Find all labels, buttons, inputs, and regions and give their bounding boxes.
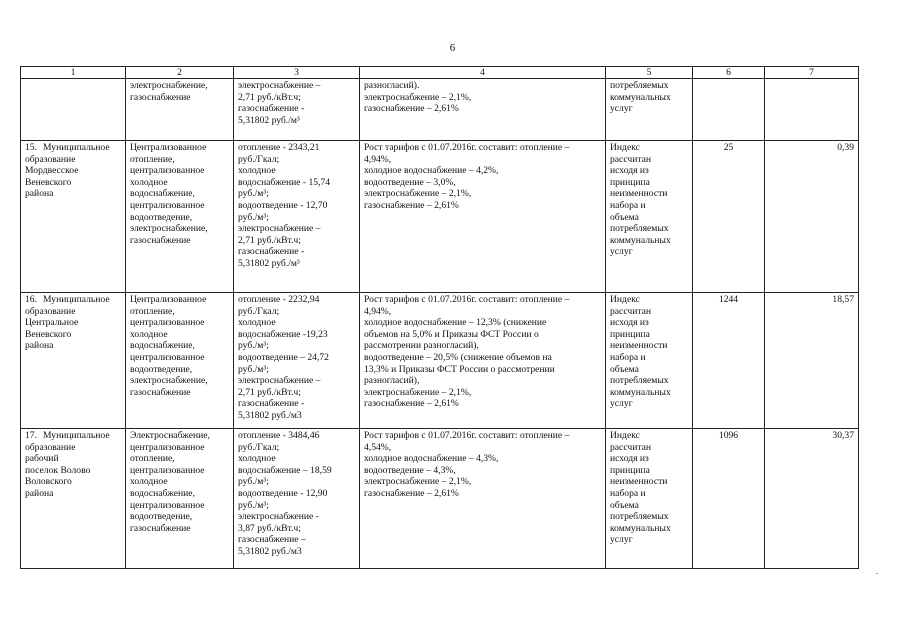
municipality-name: Муниципальное образование Центральное Веневского района xyxy=(25,294,110,352)
column-number: 5 xyxy=(606,67,693,79)
growth-cell: Рост тарифов с 01.07.2016г. составит: отопление – 4,54%, холодное водоснабжение – 4,3%, водоотведение – 4,3%, электроснабжение – 2,1%, газоснабжение – 2,61% xyxy=(360,429,606,569)
index-note-cell: Индекс рассчитан исходя из принципа неизменности набора и объема потребляемых коммунальных услуг xyxy=(606,141,693,293)
column-number: 3 xyxy=(234,67,360,79)
index-note-cell: потребляемых коммунальных услуг xyxy=(606,79,693,141)
row-number: 17. xyxy=(25,430,37,441)
index-note-cell: Индекс рассчитан исходя из принципа неизменности набора и объема потребляемых коммунальных услуг xyxy=(606,293,693,429)
table-row xyxy=(21,429,859,569)
column-number: 1 xyxy=(21,67,126,79)
municipality-cell xyxy=(21,79,126,141)
table-row xyxy=(21,141,859,293)
tariff-table xyxy=(20,66,859,569)
value-cell-7: 30,37 xyxy=(765,429,859,569)
value-cell-6: 25 xyxy=(693,141,765,293)
tariffs-cell: отопление - 2232,94 руб./Гкал; холодное водоснабжение -19,23 руб./м³; водоотведение – 24,72 руб./м³; электроснабжение – 2,71 руб./кВт.ч; газоснабжение - 5,31802 руб./м3 xyxy=(234,293,360,429)
tariffs-cell: отопление - 3484,46 руб./Гкал; холодное водоснабжение – 18,59 руб./м³; водоотведение - 12,90 руб./м³; электроснабжение - 3,87 руб./кВт.ч; газоснабжение – 5,31802 руб./м3 xyxy=(234,429,360,569)
scan-speck xyxy=(876,573,878,574)
municipality-name: Муниципальное образование рабочий поселок Волово Воловского района xyxy=(25,430,110,499)
page-number: 6 xyxy=(449,42,456,54)
value-cell-6: 1244 xyxy=(693,293,765,429)
column-number-row xyxy=(21,67,859,79)
value-cell-7 xyxy=(765,79,859,141)
column-number: 6 xyxy=(693,67,765,79)
growth-cell: разногласий). электроснабжение – 2,1%, газоснабжение – 2,61% xyxy=(360,79,606,141)
index-note-cell: Индекс рассчитан исходя из принципа неизменности набора и объема потребляемых коммунальных услуг xyxy=(606,429,693,569)
value-cell-6: 1096 xyxy=(693,429,765,569)
column-number: 7 xyxy=(765,67,859,79)
growth-cell: Рост тарифов с 01.07.2016г. составит: отопление – 4,94%, холодное водоснабжение – 12,3% (снижение объемов на 5,0% и Приказы ФСТ России о рассмотрении разногласий), водоотведение – 20,5% (снижение объемов на 13,3% и Приказы ФСТ России о рассмотрении разногласий), электроснабжение – 2,1%, газоснабжение – 2,61% xyxy=(360,293,606,429)
growth-cell: Рост тарифов с 01.07.2016г. составит: отопление – 4,94%, холодное водоснабжение – 4,2%, водоотведение – 3,0%, электроснабжение – 2,1%, газоснабжение – 2,61% xyxy=(360,141,606,293)
services-cell: электроснабжение, газоснабжение xyxy=(126,79,234,141)
value-cell-7: 0,39 xyxy=(765,141,859,293)
column-number: 4 xyxy=(360,67,606,79)
value-cell-6 xyxy=(693,79,765,141)
table-row xyxy=(21,293,859,429)
municipality-name: Муниципальное образование Мордвесское Веневского района xyxy=(25,142,110,200)
tariffs-cell: отопление - 2343,21 руб./Гкал; холодное водоснабжение - 15,74 руб./м³; водоотведение - 12,70 руб./м³; электроснабжение – 2,71 руб./кВт.ч; газоснабжение - 5,31802 руб./м³ xyxy=(234,141,360,293)
column-number: 2 xyxy=(126,67,234,79)
tariffs-cell: электроснабжение – 2,71 руб./кВт.ч; газоснабжение - 5,31802 руб./м³ xyxy=(234,79,360,141)
row-number: 16. xyxy=(25,294,37,305)
municipality-cell xyxy=(21,429,126,569)
municipality-cell xyxy=(21,141,126,293)
continuation-row xyxy=(21,79,859,141)
municipality-cell xyxy=(21,293,126,429)
value-cell-7: 18,57 xyxy=(765,293,859,429)
row-number: 15. xyxy=(25,142,37,153)
services-cell: Централизованное отопление, централизованное холодное водоснабжение, централизованное водоотведение, электроснабжение, газоснабжение xyxy=(126,293,234,429)
services-cell: Электроснабжение, централизованное отопление, централизованное холодное водоснабжение, централизованное водоотведение, газоснабжение xyxy=(126,429,234,569)
services-cell: Централизованное отопление, централизованное холодное водоснабжение, централизованное водоотведение, электроснабжение, газоснабжение xyxy=(126,141,234,293)
